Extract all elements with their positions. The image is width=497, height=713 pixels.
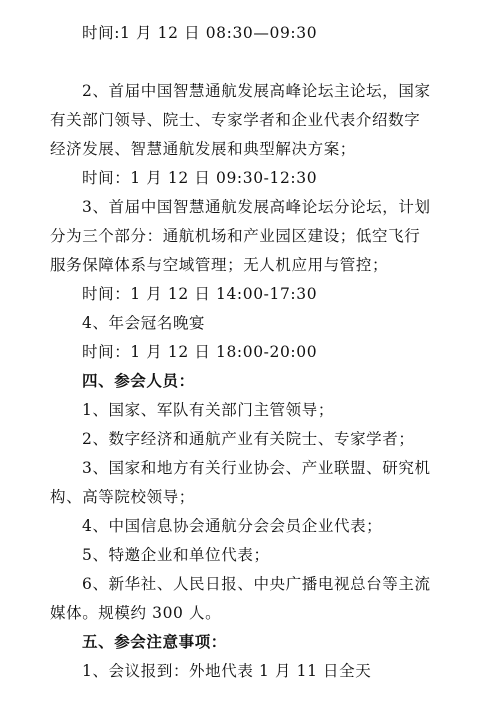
paragraph-line: 有关部门领导、院士、专家学者和企业代表介绍数字 (50, 111, 421, 129)
paragraph-line: 服务保障体系与空域管理；无人机应用与管控； (50, 256, 389, 274)
agenda-item-dinner: 4、年会冠名晚宴 (82, 314, 206, 332)
list-item: 5、特邀企业和单位代表； (82, 546, 270, 564)
list-item: 3、国家和地方有关行业协会、产业联盟、研究机 (82, 459, 431, 477)
list-item: 2、数字经济和通航产业有关院士、专家学者； (82, 430, 415, 448)
paragraph-line: 分为三个部分：通航机场和产业园区建设；低空飞行 (50, 227, 421, 245)
schedule-time-line: 时间：1 月 12 日 14:00-17:30 (82, 285, 318, 303)
list-item: 1、国家、军队有关部门主管领导； (82, 401, 334, 419)
schedule-time-line: 时间：1 月 12 日 09:30-12:30 (82, 169, 318, 187)
paragraph-line: 经济发展、智慧通航发展和典型解决方案； (50, 140, 356, 158)
agenda-item-sub-forum: 3、首届中国智慧通航发展高峰论坛分论坛，计划 (82, 198, 431, 216)
list-item: 4、中国信息协会通航分会会员企业代表； (82, 517, 383, 535)
schedule-time-line: 时间：1 月 12 日 18:00-20:00 (82, 343, 318, 361)
agenda-item-main-forum: 2、首届中国智慧通航发展高峰论坛主论坛，国家 (82, 82, 431, 100)
paragraph-line: 构、高等院校领导； (50, 488, 195, 506)
section-heading-attendees: 四、参会人员： (82, 371, 195, 390)
section-heading-notes: 五、参会注意事项： (82, 632, 227, 651)
schedule-time-line: 时间:1 月 12 日 08:30—09:30 (82, 24, 318, 42)
list-item: 1、会议报到：外地代表 1 月 11 日全天 (82, 662, 372, 680)
list-item: 6、新华社、人民日报、中央广播电视总台等主流 (82, 575, 431, 593)
paragraph-line: 媒体。规模约 300 人。 (50, 604, 222, 622)
